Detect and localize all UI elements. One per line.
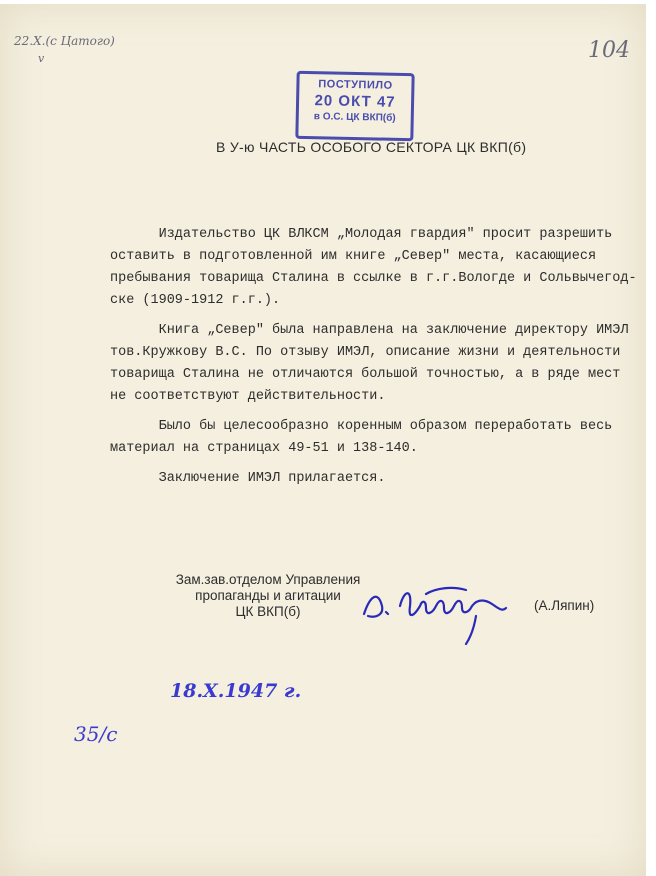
text-line: оставить в подготовленной им книге „Север" места, касающиеся xyxy=(110,249,597,264)
check-mark: v xyxy=(38,52,45,65)
text-line: пребывания товарища Сталина в ссылке в г.г.Вологде и Сольвычегод- xyxy=(110,271,637,286)
handwritten-note-top-left: 22.X.(с Цатого) xyxy=(14,34,115,48)
signatory-title-line-1: Зам.зав.отделом Управления xyxy=(175,572,361,587)
handwritten-signature xyxy=(356,576,526,646)
page-number: 104 xyxy=(588,38,630,63)
text-line: ске (1909-1912 г.г.). xyxy=(110,293,281,308)
document-sheet xyxy=(0,4,646,876)
text-line: не соответствуют действительности. xyxy=(110,389,386,404)
stamp-line-3: в О.С. ЦК ВКП(б) xyxy=(313,111,396,124)
signatory-title xyxy=(158,572,378,620)
paragraph-2 xyxy=(110,320,630,408)
signatory-title-line-2: пропаганды и агитации xyxy=(195,588,341,603)
stamp-date: 20 ОКТ 47 xyxy=(314,92,396,111)
received-stamp xyxy=(295,71,414,141)
signer-name: (А.Ляпин) xyxy=(534,598,595,613)
scan-margin xyxy=(646,0,656,876)
signatory-title-line-3: ЦК ВКП(б) xyxy=(235,604,301,619)
document-heading: В У-ю ЧАСТЬ ОСОБОГО СЕКТОРА ЦК ВКП(б) xyxy=(216,139,527,155)
document-body xyxy=(110,224,637,498)
stamp-line-1: ПОСТУПИЛО xyxy=(318,78,393,92)
paragraph-4 xyxy=(110,468,630,490)
text-line: тов.Кружкову В.С. По отзыву ИМЭЛ, описание жизни и деятельности xyxy=(110,345,621,360)
text-line: товарища Сталина не отличаются большой точностью, а в ряде мест xyxy=(110,367,621,382)
text-line: материал на страницах 49-51 и 138-140. xyxy=(110,441,418,456)
handwritten-date: 18.X.1947 г. xyxy=(170,680,302,702)
paragraph-3 xyxy=(110,416,630,460)
handwritten-archive-number: 35/с xyxy=(74,722,118,746)
text-line: Книга „Север" была направлена на заключение директору ИМЭЛ xyxy=(110,323,629,338)
paragraph-1 xyxy=(110,224,637,312)
text-line: Было бы целесообразно коренным образом переработать весь xyxy=(110,419,613,434)
text-line: Издательство ЦК ВЛКСМ „Молодая гвардия" просит разрешить xyxy=(110,227,613,242)
text-line: Заключение ИМЭЛ прилагается. xyxy=(110,471,386,486)
